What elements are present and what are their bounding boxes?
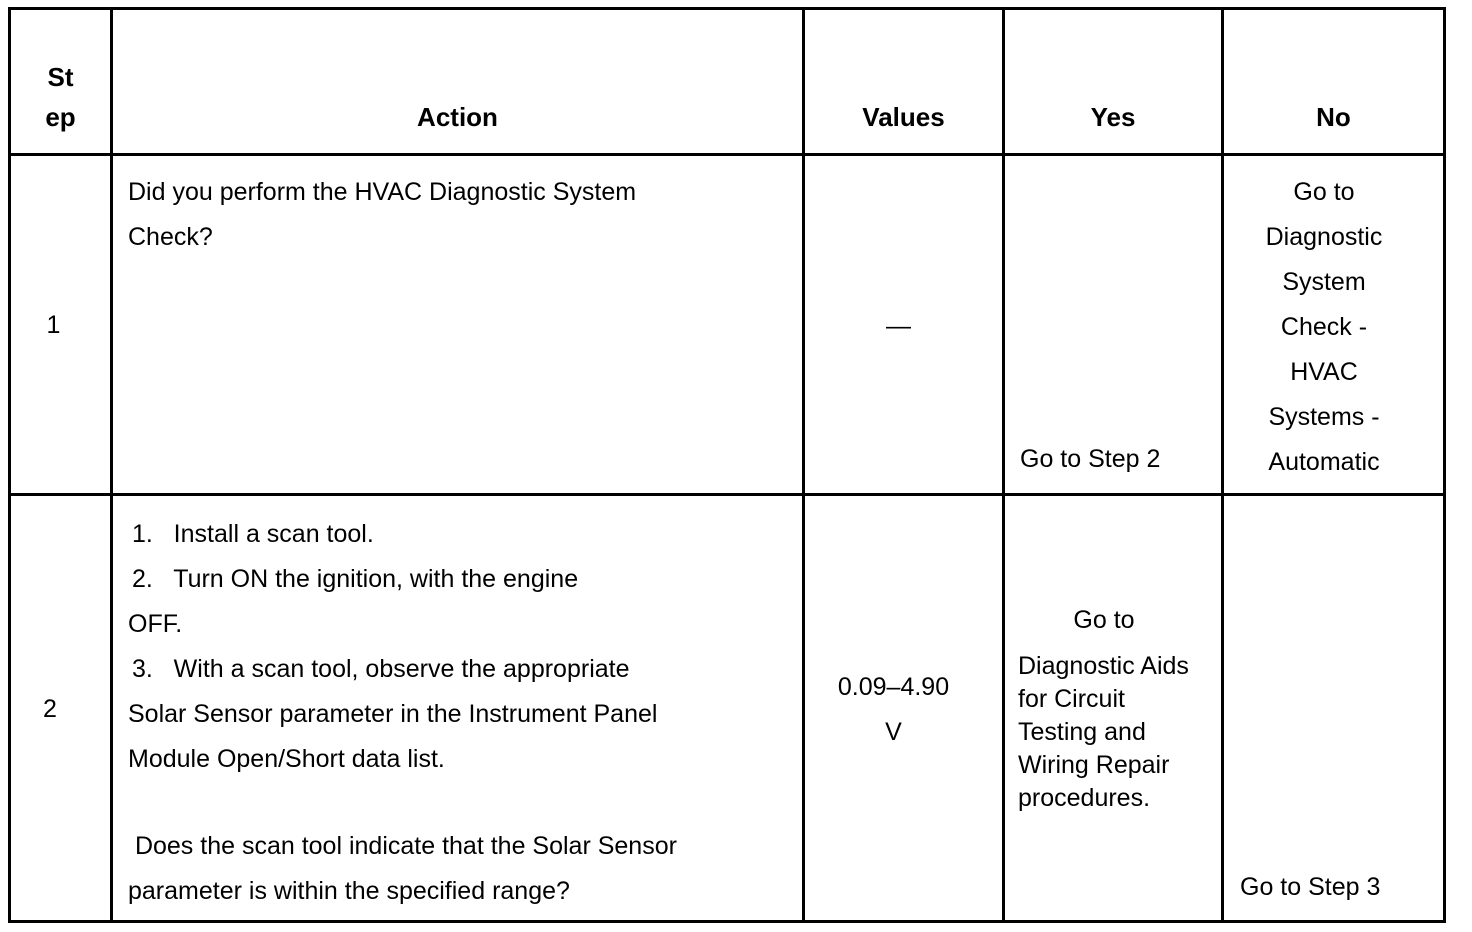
row1-no-line: Diagnostic (1265, 223, 1383, 251)
row1-yes: Go to Step 2 (1020, 445, 1161, 473)
row2-question-line2: parameter is within the specified range? (128, 877, 570, 905)
row2-action-line3: OFF. (128, 610, 183, 638)
row2-question-line1: Does the scan tool indicate that the Solar Sensor (128, 832, 677, 860)
header-action: Action (417, 102, 498, 132)
header-no: No (1316, 102, 1351, 132)
row2-values-line2: V (885, 718, 902, 746)
row1-action-line: Check? (128, 223, 213, 251)
row2-action-line2: 2. Turn ON the ignition, with the engine (132, 565, 579, 593)
row2-yes-link-line: procedures. (1018, 784, 1151, 812)
row1-action (128, 170, 798, 260)
header-step-line2: ep (45, 102, 76, 132)
row2-action-line5: Solar Sensor parameter in the Instrument Panel (128, 700, 658, 728)
header-yes: Yes (1090, 102, 1136, 132)
row2-no: Go to Step 3 (1240, 873, 1381, 901)
header-divider (8, 153, 1446, 156)
row2-step: 2 (43, 695, 57, 723)
row2-action (128, 512, 798, 914)
table-border-right (1443, 7, 1446, 923)
table-border-bottom (8, 920, 1446, 923)
row2-yes-link-line: Testing and (1018, 718, 1146, 746)
row1-no-line: System (1282, 268, 1366, 296)
row1-no-line: HVAC (1290, 358, 1358, 386)
row2-yes-link[interactable] (1018, 650, 1218, 815)
row2-yes-link-line: for Circuit (1018, 685, 1125, 713)
row2-yes-link-line: Diagnostic Aids (1018, 652, 1189, 680)
row2-action-line1: 1. Install a scan tool. (132, 520, 374, 548)
row1-no-line: Go to (1293, 178, 1355, 206)
row1-action-line: Did you perform the HVAC Diagnostic System (128, 178, 637, 206)
row-divider (8, 493, 1446, 496)
row1-step: 1 (46, 311, 61, 339)
row2-values-line1: 0.09–4.90 (837, 673, 950, 701)
header-values: Values (862, 102, 945, 132)
row1-values: — (886, 312, 911, 340)
row1-no-line: Automatic (1268, 448, 1380, 476)
header-step-line1: St (47, 62, 74, 92)
row2-yes (1018, 598, 1218, 815)
row2-action-line4: 3. With a scan tool, observe the appropriate (132, 655, 630, 683)
row1-no-line: Check - (1280, 313, 1368, 341)
row2-yes-go-to: Go to (1073, 606, 1135, 634)
row2-values (805, 665, 982, 755)
row2-action-line6: Module Open/Short data list. (128, 745, 445, 773)
row2-yes-link-line: Wiring Repair (1018, 751, 1170, 779)
header-step (11, 10, 110, 153)
row1-no (1224, 170, 1424, 485)
row1-no-line: Systems - (1268, 403, 1380, 431)
